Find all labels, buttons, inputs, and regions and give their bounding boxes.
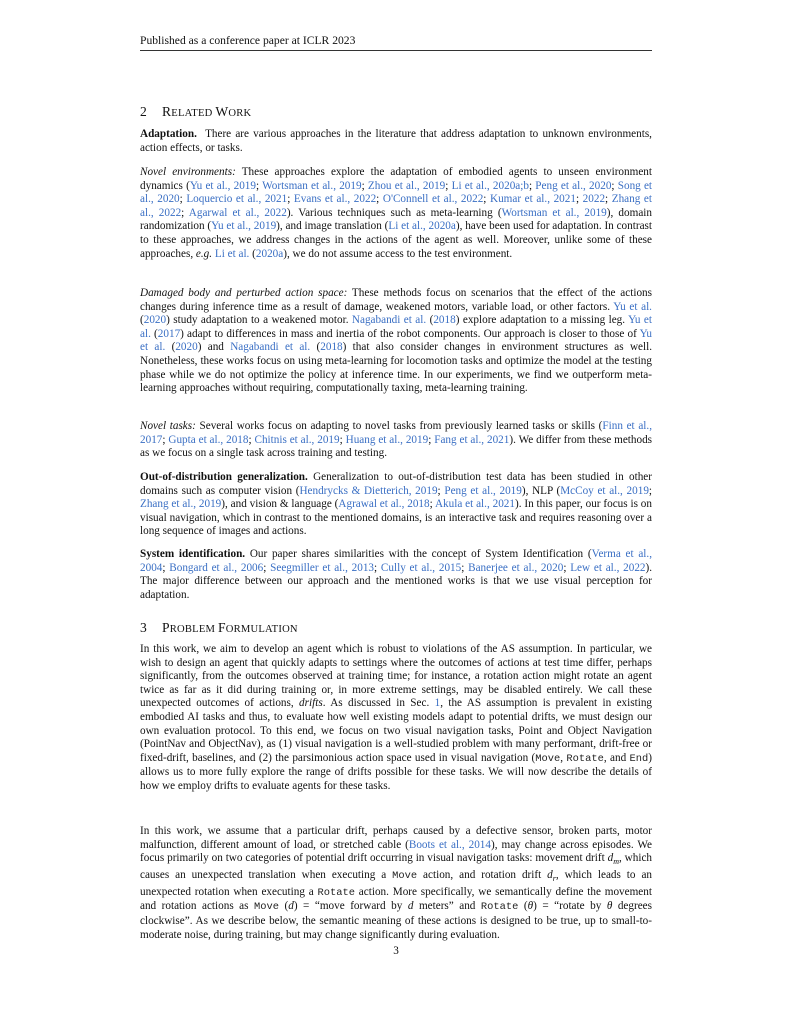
- citation-link[interactable]: Agarwal et al., 2022: [188, 206, 287, 219]
- text-run: ;: [374, 561, 381, 574]
- text-run: Generalization to out-of-distribution test data has been studied in other domains such as computer vision (: [140, 471, 652, 497]
- text-run: Rotate: [317, 886, 355, 899]
- text-run: ). The major difference between our approach and the mentioned works is that we use visual perception for adaptation.: [140, 561, 653, 601]
- text-run: Rotate: [480, 901, 519, 914]
- text-run: θ: [527, 900, 534, 913]
- text-run: ) and: [197, 341, 231, 354]
- paragraph-system-identification: [140, 548, 652, 602]
- citation-link[interactable]: Peng et al., 2020: [535, 179, 612, 192]
- citation-link[interactable]: McCoy et al., 2019: [560, 484, 649, 497]
- paragraph-adaptation: [140, 128, 652, 155]
- text-run: ;: [429, 498, 435, 511]
- citation-link[interactable]: Yu et al.: [140, 327, 652, 354]
- text-run: drifts: [299, 697, 323, 710]
- citation-link[interactable]: Peng et al., 2019: [444, 484, 522, 497]
- text-run: Move: [392, 870, 418, 883]
- text-run: (: [249, 247, 256, 260]
- citation-link[interactable]: Li et al., 2020a: [388, 220, 456, 233]
- citation-link[interactable]: Yu et al.: [613, 300, 652, 313]
- text-run: ), domain randomization (: [140, 206, 652, 233]
- section-ref-link[interactable]: 1: [434, 697, 441, 710]
- text-run: e.g.: [195, 247, 213, 260]
- text-run: ;: [263, 561, 271, 574]
- paragraph-damaged-body: [140, 287, 652, 396]
- text-run: , the AS assumption is prevalent in existing embodied AI tasks and thus, to evaluate how well existing models adapt to potential drifts, we must design our own evaluation protocol. To this end, we focus on two visual navigation tasks, Point and Object Navigation (PointNav and ObjectNav), as (1) visual navigation is a well-studied problem with many performant, drift-free or fixed-drift, baselines, and (2) the parsimonious action space used in visual navigation (: [140, 697, 653, 764]
- citation-link[interactable]: Huang et al., 2019: [345, 433, 429, 446]
- text-run: d: [607, 852, 614, 865]
- citation-link[interactable]: Yu et al., 2019: [189, 179, 256, 192]
- text-run: Novel tasks:: [140, 420, 196, 432]
- section-3-heading: 3 PROBLEM FORMULATION: [140, 620, 298, 635]
- citation-link[interactable]: Boots et al., 2014: [408, 838, 491, 851]
- text-run: Our paper shares similarities with the concept of System Identification (: [245, 548, 592, 560]
- text-run: ;: [287, 193, 294, 206]
- text-run: ;: [563, 561, 571, 574]
- citation-link[interactable]: Song et al., 2020: [140, 179, 653, 206]
- text-run: ) explore adaptation to a missing leg.: [455, 314, 629, 327]
- text-run: ;: [339, 433, 346, 446]
- text-run: (: [426, 314, 434, 327]
- citation-link[interactable]: Chitnis et al., 2019: [254, 433, 340, 446]
- text-run: ;: [376, 193, 383, 206]
- text-run: , which causes an unexpected translation when executing a: [140, 852, 653, 882]
- text-run: ;: [611, 179, 618, 192]
- citation-link[interactable]: Gupta et al., 2018: [168, 433, 249, 446]
- text-run: Out-of-distribution generalization.: [140, 471, 308, 483]
- text-run: ), may change across episodes. We focus primarily on two categories of potential drift occurring in visual navigation tasks: movement drift: [140, 838, 653, 865]
- text-run: θ: [606, 900, 613, 913]
- citation-link[interactable]: Li et al.: [214, 247, 250, 260]
- citation-link[interactable]: Evans et al., 2022: [293, 193, 377, 206]
- text-run: ), and image translation (: [276, 220, 389, 233]
- citation-link[interactable]: Kumar et al., 2021: [490, 193, 576, 206]
- text-run: ,: [560, 751, 567, 764]
- text-run: There are various approaches in the literature that address adaptation to unknown environments, action effects, or tasks.: [140, 128, 652, 154]
- citation-link[interactable]: Banerjee et al., 2020: [468, 561, 564, 574]
- text-run: ;: [461, 561, 469, 574]
- paragraph-novel-tasks: [140, 420, 652, 461]
- text-run: ;: [445, 179, 452, 192]
- text-run: , and: [603, 751, 630, 764]
- paragraph-ood-generalization: [140, 471, 652, 539]
- citation-link[interactable]: Loquercio et al., 2021: [186, 193, 288, 206]
- text-run: ), we do not assume access to the test environment.: [283, 247, 513, 260]
- citation-link[interactable]: Wortsman et al., 2019: [262, 179, 362, 192]
- text-run: ) = “rotate by: [533, 900, 607, 913]
- text-run: ;: [248, 433, 255, 446]
- section-number: 2: [140, 104, 147, 119]
- text-run: (: [278, 900, 289, 913]
- citation-link[interactable]: Zhang et al., 2022: [140, 193, 652, 219]
- text-run: (: [165, 341, 176, 354]
- section-2-heading: 2 RELATED WORK: [140, 104, 252, 119]
- citation-link[interactable]: Nagabandi et al.: [351, 314, 427, 327]
- citation-link[interactable]: Zhou et al., 2019: [367, 179, 446, 192]
- text-run: ), and vision & language (: [221, 498, 339, 511]
- text-run: (: [140, 314, 144, 327]
- citation-link[interactable]: 2017: [157, 327, 181, 340]
- text-run: ) adapt to differences in mass and inertia of the robot components. Our approach is closer to those of: [180, 327, 640, 340]
- citation-link[interactable]: Li et al., 2020a;b: [451, 179, 529, 192]
- text-run: These approaches explore the adaptation of embodied agents to unseen environment dynamics (: [140, 166, 652, 192]
- citation-link[interactable]: Wortsman et al., 2019: [501, 206, 607, 219]
- text-run: ;: [483, 193, 490, 206]
- paragraph-novel-environments: [140, 166, 652, 261]
- text-run: ;: [181, 206, 189, 219]
- citation-link[interactable]: Cully et al., 2015: [380, 561, 462, 574]
- page-number: 3: [393, 945, 399, 957]
- text-run: Damaged body and perturbed action space:: [140, 287, 348, 299]
- text-run: ;: [256, 179, 263, 192]
- text-run: (: [310, 341, 321, 354]
- text-run: ;: [575, 193, 583, 206]
- text-run: ;: [437, 484, 445, 497]
- text-run: In this work, we assume that a particular drift, perhaps caused by a defective sensor, broken parts, motor malfunction, different amount of load, or stretched cable (: [140, 825, 652, 851]
- text-run: ) allows us to more fully explore the range of drifts possible for these tasks. We will now describe the details of how we employ drifts to evaluate agents for these tasks.: [140, 751, 652, 792]
- text-run: Rotate: [566, 752, 604, 765]
- text-run: ;: [605, 193, 612, 206]
- text-run: Move: [535, 752, 561, 765]
- text-run: , which leads to an unexpected rotation when executing a: [140, 869, 653, 898]
- text-run: d: [288, 900, 294, 913]
- text-run: . As discussed in Sec.: [322, 697, 435, 710]
- text-run: ) study adaptation to a weakened motor.: [166, 314, 352, 327]
- text-run: ;: [528, 179, 536, 192]
- text-run: degrees clockwise”. As we describe below, the semantic meaning of these actions is designed to be true, up to small-to-moderate noise, during training, but may change significantly during evaluation.: [140, 900, 652, 941]
- text-run: These methods focus on scenarios that the effect of the actions changes during inference time as a result of damage, weakened motors, variable load, or other factors.: [140, 287, 652, 313]
- citation-link[interactable]: Hendrycks & Dietterich, 2019: [299, 484, 438, 497]
- text-run: ;: [162, 433, 169, 446]
- text-run: (: [150, 327, 158, 340]
- citation-link[interactable]: 2020: [175, 341, 198, 354]
- paragraph-problem-1: [140, 643, 652, 794]
- citation-link[interactable]: Lew et al., 2022: [570, 561, 646, 574]
- text-run: ). In this paper, our focus is on visual navigation, which in contrast to the mentioned domains, is an interactive task and requires reasoning over a long sequence of images and actions.: [140, 498, 652, 538]
- citation-link[interactable]: Verma et al., 2004: [140, 548, 652, 574]
- text-run: ), have been used for adaptation. In contrast to these approaches, we address changes in the actions of the agent as well. Moreover, unlike some of these approaches,: [140, 220, 652, 260]
- text-run: m: [613, 857, 619, 867]
- text-run: In this work, we aim to develop an agent which is robust to violations of the AS assumption. In particular, we wish to design an agent that quickly adapts to settings where the outcomes of actions at test time differ, perhaps significantly, from the outcomes observed at training time; for instance, a rotation action might rotate an agent twice as far as it did during training or, in more extreme settings, may be disabled entirely. We call these unexpected outcomes of actions,: [140, 643, 652, 710]
- text-run: ). Various techniques such as meta-learning (: [286, 206, 502, 219]
- text-run: d: [547, 869, 553, 882]
- citation-link[interactable]: 2022: [582, 193, 606, 206]
- citation-link[interactable]: Yu et al.: [140, 314, 652, 340]
- text-run: End: [629, 752, 649, 765]
- text-run: meters” and: [413, 900, 481, 913]
- citation-link[interactable]: Fang et al., 2021: [434, 433, 510, 446]
- text-run: action, and rotation drift: [417, 869, 548, 882]
- citation-link[interactable]: Yu et al., 2019: [211, 220, 277, 233]
- text-run: ;: [648, 484, 653, 497]
- citation-link[interactable]: 2018: [320, 341, 343, 354]
- citation-link[interactable]: 2018: [433, 314, 456, 327]
- text-run: action. More specifically, we semantically define the movement and rotation actions as: [140, 885, 652, 913]
- text-run: d: [407, 900, 414, 913]
- text-run: ). We differ from these methods as we focus on a single task across training and testing.: [140, 433, 653, 460]
- text-run: Novel environments:: [140, 166, 236, 178]
- text-run: ) = “move forward by: [293, 900, 408, 913]
- text-run: ), NLP (: [521, 484, 561, 497]
- section-number: 3: [140, 620, 147, 635]
- citation-link[interactable]: Akula et al., 2021: [434, 498, 515, 511]
- running-header: Published as a conference paper at ICLR 2023: [140, 34, 652, 51]
- text-run: ;: [361, 179, 368, 192]
- citation-link[interactable]: 2020a: [255, 247, 284, 260]
- text-run: ) that also consider changes in environment structures as well. Nonetheless, these works focus on using meta-learning for locomotion tasks and optimize the model at the testing phase while we do not optimize the policy at inference time. In our experiments, we find we outperform meta-learning approaches without requiring, computationally taxing, meta-learning training.: [140, 341, 652, 395]
- text-run: System identification.: [140, 548, 246, 560]
- text-run: r: [552, 874, 556, 884]
- text-run: ;: [179, 193, 187, 206]
- text-run: Several works focus on adapting to novel tasks from previously learned tasks or skills (: [195, 420, 603, 432]
- citation-link[interactable]: Bongard et al., 2006: [169, 561, 264, 574]
- text-run: Adaptation.: [140, 128, 197, 140]
- citation-link[interactable]: Agrawal et al., 2018: [338, 498, 430, 511]
- text-run: (: [518, 900, 528, 913]
- text-run: ;: [428, 433, 435, 446]
- citation-link[interactable]: Zhang et al., 2019: [140, 498, 222, 511]
- citation-link[interactable]: O'Connell et al., 2022: [382, 193, 484, 206]
- citation-link[interactable]: 2020: [143, 314, 167, 327]
- citation-link[interactable]: Finn et al., 2017: [140, 420, 652, 446]
- paragraph-problem-2: [140, 825, 652, 942]
- text-run: Move: [254, 901, 279, 914]
- text-run: ;: [162, 561, 170, 574]
- citation-link[interactable]: Nagabandi et al.: [230, 341, 311, 354]
- citation-link[interactable]: Seegmiller et al., 2013: [270, 561, 375, 574]
